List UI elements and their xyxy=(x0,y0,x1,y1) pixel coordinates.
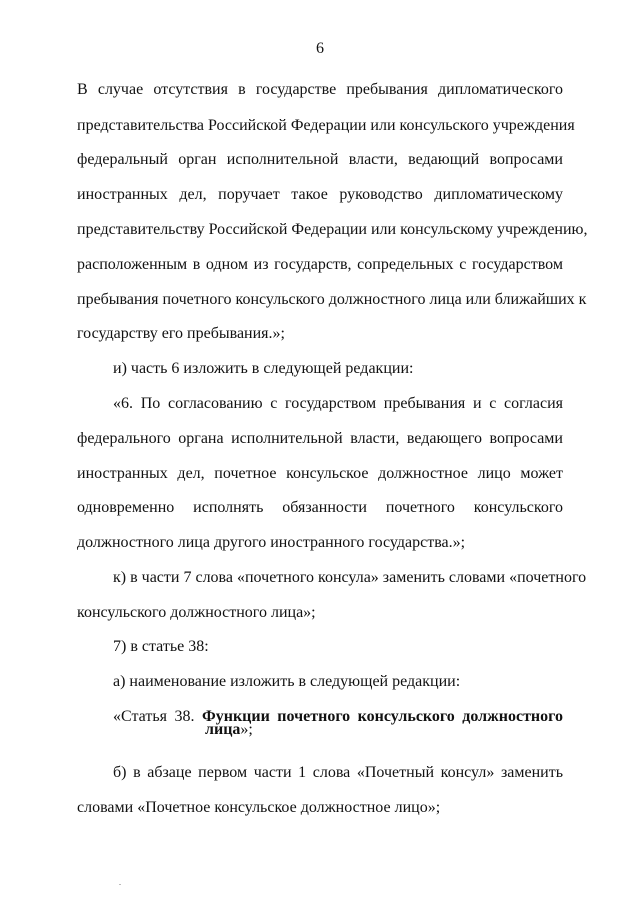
paragraph-heading: и) часть 6 изложить в следующей редакции: xyxy=(113,360,414,377)
paragraph-heading: 7) в статье 38: xyxy=(113,638,209,655)
article-title-line xyxy=(113,707,563,727)
article-title-prefix: «Статья 38. xyxy=(113,708,195,725)
text-line: представительству Российской Федерации или консульскому учреждению, xyxy=(77,221,588,238)
text-line: должностного лица другого иностранного государства.»; xyxy=(77,534,466,551)
text-line: «6. По согласованию с государством пребывания и с согласия xyxy=(113,395,563,412)
text-line: иностранных дел, почетное консульское должностное лицо может xyxy=(77,465,563,482)
text-line: федеральный орган исполнительной власти, ведающий вопросами xyxy=(77,151,563,168)
text-line: В случае отсутствия в государстве пребывания дипломатического xyxy=(77,81,563,98)
text-line: б) в абзаце первом части 1 слова «Почетный консул» заменить xyxy=(113,764,563,781)
text-line: словами «Почетное консульское должностное лицо»; xyxy=(77,799,441,816)
text-line: расположенным в одном из государств, сопредельных с государством xyxy=(77,256,563,273)
article-title-bold: Функции почетного консульского должностного xyxy=(201,708,564,725)
page-number: 6 xyxy=(316,40,324,57)
text-line: консульского должностного лица»; xyxy=(77,604,316,621)
text-line: пребывания почетного консульского должностного лица или ближайших к xyxy=(77,291,587,308)
text-line: иностранных дел, поручает такое руководство дипломатическому xyxy=(77,186,563,203)
article-title-bold-end: лица xyxy=(205,721,241,738)
text-line: одновременно исполнять обязанности почетного консульского xyxy=(77,499,563,516)
scan-speck xyxy=(119,884,121,885)
text-line: государству его пребывания.»; xyxy=(77,325,285,342)
paragraph-heading: а) наименование изложить в следующей редакции: xyxy=(113,673,461,690)
article-title-suffix: »; xyxy=(240,721,253,738)
article-title-continuation xyxy=(205,720,253,740)
text-line: к) в части 7 слова «почетного консула» заменить словами «почетного xyxy=(113,569,587,586)
text-line: федерального органа исполнительной власти, ведающего вопросами xyxy=(77,430,563,447)
text-line: представительства Российской Федерации или консульского учреждения xyxy=(77,117,575,134)
